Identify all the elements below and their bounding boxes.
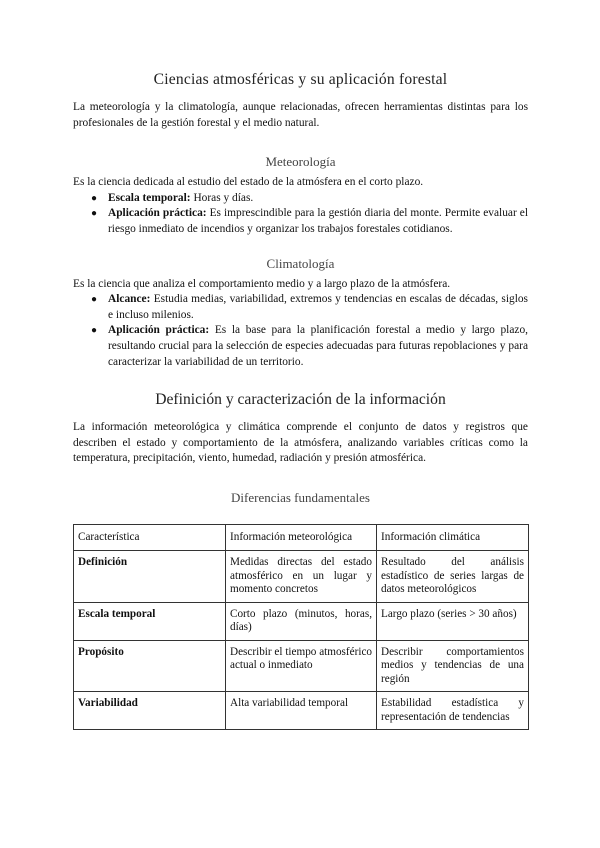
bullet-icon: ● — [91, 325, 98, 337]
table-row — [74, 692, 529, 730]
meteorologia-bullet-list — [73, 191, 528, 238]
table-row-label: Definición — [74, 551, 226, 603]
definicion-heading: Definición y caracterización de la información — [155, 391, 446, 409]
list-item — [73, 292, 528, 323]
bullet-text: Es imprescindible para la gestión diaria del monte. Permite evaluar el riesgo inmediato de incendios y organizar los trabajos forestales cotidianos. — [108, 207, 528, 235]
bullet-label: Alcance: — [108, 293, 151, 306]
table-row-label: Variabilidad — [74, 692, 226, 730]
definicion-paragraph: La información meteorológica y climática comprende el conjunto de datos y registros que describen el estado y comportamiento de la atmósfera, analizando variables críticas como la temperatura, precipitación, viento, humedad, radiación y presión atmosférica. — [73, 421, 528, 465]
table-header-cell: Característica — [74, 524, 226, 551]
table-cell: Corto plazo (minutos, horas, días) — [226, 602, 377, 640]
table-header-cell: Información climática — [377, 524, 529, 551]
table-row — [74, 551, 529, 603]
document-title: Ciencias atmosféricas y su aplicación forestal — [153, 71, 448, 88]
bullet-label: Aplicación práctica: — [108, 324, 210, 337]
bullet-text: Es la base para la planificación forestal a medio y largo plazo, resultando crucial para la selección de especies adecuadas para futuras repoblaciones y para caracterizar la variabilidad de un territorio. — [108, 324, 528, 368]
table-header-row — [74, 524, 529, 551]
table-cell: Describir el tiempo atmosférico actual o inmediato — [226, 640, 377, 692]
table-cell: Estabilidad estadística y representación de tendencias — [377, 692, 529, 730]
table-row-label: Propósito — [74, 640, 226, 692]
document-page — [73, 70, 528, 730]
table-cell: Alta variabilidad temporal — [226, 692, 377, 730]
table-row — [74, 640, 529, 692]
table-caption: Diferencias fundamentales — [231, 489, 370, 505]
bullet-label: Escala temporal: — [108, 191, 191, 204]
table-cell: Largo plazo (series > 30 años) — [377, 602, 529, 640]
intro-paragraph: La meteorología y la climatología, aunque relacionadas, ofrecen herramientas distintas para los profesionales de la gestión forestal y el medio natural. — [73, 101, 528, 129]
table-cell: Medidas directas del estado atmosférico en un lugar y momento concretos — [226, 551, 377, 603]
bullet-text: Estudia medias, variabilidad, extremos y tendencias en escalas de décadas, siglos e incluso milenios. — [108, 293, 528, 321]
table-row-label: Escala temporal — [74, 602, 226, 640]
meteorologia-section — [73, 153, 528, 237]
table-header-cell: Información meteorológica — [226, 524, 377, 551]
list-item — [73, 206, 528, 237]
bullet-label: Aplicación práctica: — [108, 207, 207, 220]
comparison-table — [73, 524, 529, 731]
bullet-icon: ● — [91, 192, 98, 204]
list-item — [73, 191, 528, 207]
bullet-icon: ● — [91, 208, 98, 220]
table-cell: Describir comportamientos medios y tendencias de una región — [377, 640, 529, 692]
climatologia-heading: Climatología — [266, 255, 335, 271]
meteorologia-heading: Meteorología — [265, 154, 336, 170]
list-item — [73, 323, 528, 370]
bullet-icon: ● — [91, 294, 98, 306]
climatologia-description: Es la ciencia que analiza el comportamiento medio y a largo plazo de la atmósfera. — [73, 277, 451, 290]
climatologia-bullet-list — [73, 292, 528, 370]
climatologia-section — [73, 255, 528, 371]
table-row — [74, 602, 529, 640]
bullet-text: Horas y días. — [193, 191, 254, 204]
meteorologia-description: Es la ciencia dedicada al estudio del estado de la atmósfera en el corto plazo. — [73, 176, 424, 189]
table-cell: Resultado del análisis estadístico de series largas de datos meteorológicos — [377, 551, 529, 603]
